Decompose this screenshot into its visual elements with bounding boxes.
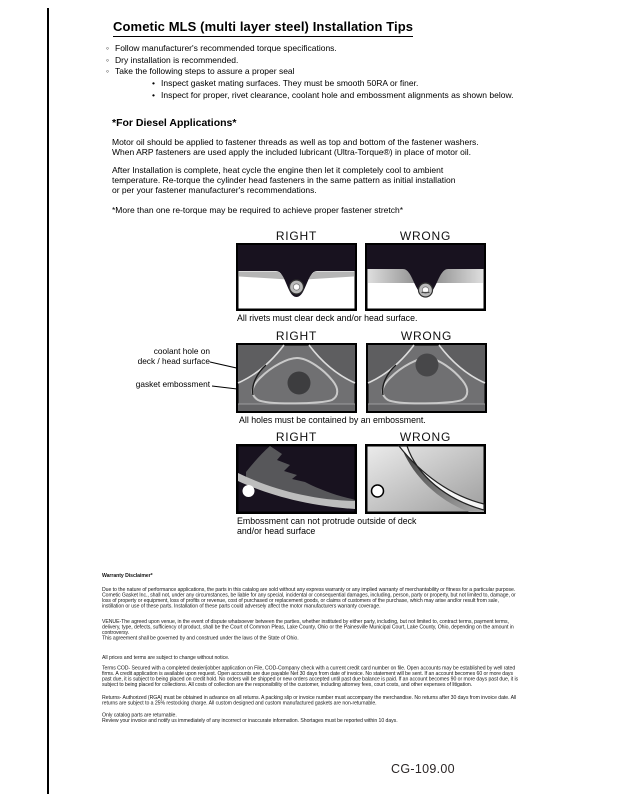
warranty-paragraph: Terms COD- Secured with a completed dealer/jobber application on File, COD-Company check with a current credit card number on file. Open accounts may be established by well rated firms. A credit application is available upon request. Open accounts are due payable Net 30 days from date of invoice. No statement will be sent. If an account becomes 60 or more days past due, it is subject to being placed on credit hold. No orders will be shipped or new orders accepted until past due balance is paid. If an account becomes 90 or more days past due, it is subject to being placed for collections. All costs of collection are the responsibility of the customer, including attorney fees, court costs, and other expenses of litigation. bbox=[102, 665, 519, 688]
gasket-embossment-annotation: gasket embossment bbox=[135, 379, 210, 389]
warranty-paragraph: Due to the nature of performance applications, the parts in this catalog are sold without any express warranty or any implied warranty of merchantability or fitness for a particular purpose. Cometic Gasket Inc., shall not, under any circumstances, be liable for any special, incidental or consequential damages, including, person, party or property, but not limited to, damage, or loss of property or equipment, loss of profits or revenue, cost of purchased or replacement goods, or claims of customers of the purchase, which may arise and/or result from sale, instillation or use of these parts. Installation of these parts could adversely affect the motor manufacturers warranty coverage. bbox=[102, 587, 516, 609]
warranty-paragraph: All prices and terms are subject to change without notice. bbox=[102, 655, 230, 661]
tip-text: Follow manufacturer's recommended torque specifications. bbox=[115, 43, 337, 53]
fig1-right-label: RIGHT bbox=[275, 229, 318, 243]
annotation-line: coolant hole on bbox=[153, 346, 210, 356]
paragraph-line: Review your invoice and notify us immediately of any incorrect or inaccurate information. Shortages must be reported within 10 days. bbox=[102, 718, 398, 724]
page-title: Cometic MLS (multi layer steel) Installation Tips bbox=[113, 19, 413, 37]
diesel-heading: *For Diesel Applications* bbox=[112, 117, 237, 129]
fig3-wrong-label: WRONG bbox=[399, 430, 452, 444]
left-margin-rule bbox=[47, 8, 49, 794]
paragraph-line: After Installation is complete, heat cycle the engine then let it completely cool to ambient bbox=[112, 165, 444, 175]
dot-bullet-icon: • bbox=[152, 78, 155, 89]
paragraph-line: temperature. Re-torque the cylinder head fasteners in the same pattern as initial installation bbox=[112, 175, 456, 186]
embossment-containment-wrong-diagram bbox=[366, 343, 487, 413]
warranty-heading: Warranty Disclaimer* bbox=[102, 573, 153, 579]
paragraph-line: Motor oil should be applied to fastener threads as well as top and bottom of the fastener washers. bbox=[112, 137, 479, 147]
circle-bullet-icon: ◦ bbox=[106, 54, 110, 65]
list-item bbox=[106, 66, 513, 78]
circle-bullet-icon: ◦ bbox=[106, 66, 110, 77]
warranty-paragraph bbox=[102, 713, 520, 724]
install-tips-list bbox=[106, 43, 513, 102]
diesel-paragraph-1 bbox=[112, 137, 552, 157]
fig2-wrong-label: WRONG bbox=[400, 329, 453, 343]
paragraph-line: or per your fastener manufacturer's recommendations. bbox=[112, 185, 317, 196]
embossment-protrusion-right-diagram bbox=[236, 444, 357, 514]
list-item bbox=[152, 78, 513, 90]
paragraph-line: This agreement shall be governed by and construed under the laws of the State of Ohio. bbox=[102, 635, 299, 641]
fig3-caption bbox=[237, 517, 416, 537]
embossment-containment-right-diagram bbox=[236, 343, 357, 413]
fig2-caption: All holes must be contained by an embossment. bbox=[239, 415, 426, 425]
fig1-wrong-label: WRONG bbox=[399, 229, 452, 243]
fig2-right-label: RIGHT bbox=[275, 329, 318, 343]
retorque-note: *More than one re-torque may be required to achieve proper fastener stretch* bbox=[112, 205, 404, 215]
list-item bbox=[152, 90, 513, 102]
annotation-line: deck / head surface bbox=[137, 356, 210, 366]
tip-text: Inspect for proper, rivet clearance, coolant hole and embossment alignments as shown below. bbox=[161, 89, 514, 100]
caption-line: and/or head surface bbox=[237, 525, 316, 536]
paragraph-line: When ARP fasteners are used apply the included lubricant (Ultra-Torque®) in place of motor oil. bbox=[112, 147, 472, 158]
warranty-disclaimer-section bbox=[102, 573, 532, 800]
fig1-caption: All rivets must clear deck and/or head surface. bbox=[237, 313, 418, 323]
embossment-protrusion-wrong-diagram bbox=[365, 444, 486, 514]
circle-bullet-icon: ◦ bbox=[106, 43, 110, 53]
page-code: CG-109.00 bbox=[391, 762, 455, 776]
tip-text: Dry installation is recommended. bbox=[115, 54, 239, 65]
dot-bullet-icon: • bbox=[152, 89, 155, 100]
list-item bbox=[106, 43, 513, 55]
rivet-clearance-right-diagram bbox=[236, 243, 357, 311]
list-item bbox=[106, 55, 513, 67]
rivet-clearance-wrong-diagram bbox=[365, 243, 486, 311]
caption-line: Embossment can not protrude outside of deck bbox=[237, 516, 417, 526]
tip-text: Take the following steps to assure a proper seal bbox=[115, 66, 295, 77]
tip-text: Inspect gasket mating surfaces. They must be smooth 50RA or finer. bbox=[161, 78, 419, 89]
warranty-paragraph bbox=[102, 619, 520, 641]
paragraph-line: VENUE-The agreed upon venue, in the event of dispute whatsoever between the parties, whether instituted by either party, including, but not limited to, contract terms, payment terms, delivery, type, defects, sufficiency of product, shall be the Court of Common Pleas, Lake County, Ohio or the Painesville Municipal Court, Lake County, Ohio, depending on the amount in controversy. bbox=[102, 619, 514, 636]
fig3-right-label: RIGHT bbox=[275, 430, 318, 444]
warranty-paragraph: Returns- Authorized (RGA) must be obtained in advance on all returns. A packing slip or invoice number must accompany the merchandise. No returns after 30 days from invoice date. All returns are subject to a 25% restocking charge. All custom designed and custom manufactured gaskets are non-returnable. bbox=[102, 695, 517, 706]
paragraph-line: Only catalog parts are returnable. bbox=[102, 712, 177, 718]
diesel-paragraph-2 bbox=[112, 165, 552, 196]
